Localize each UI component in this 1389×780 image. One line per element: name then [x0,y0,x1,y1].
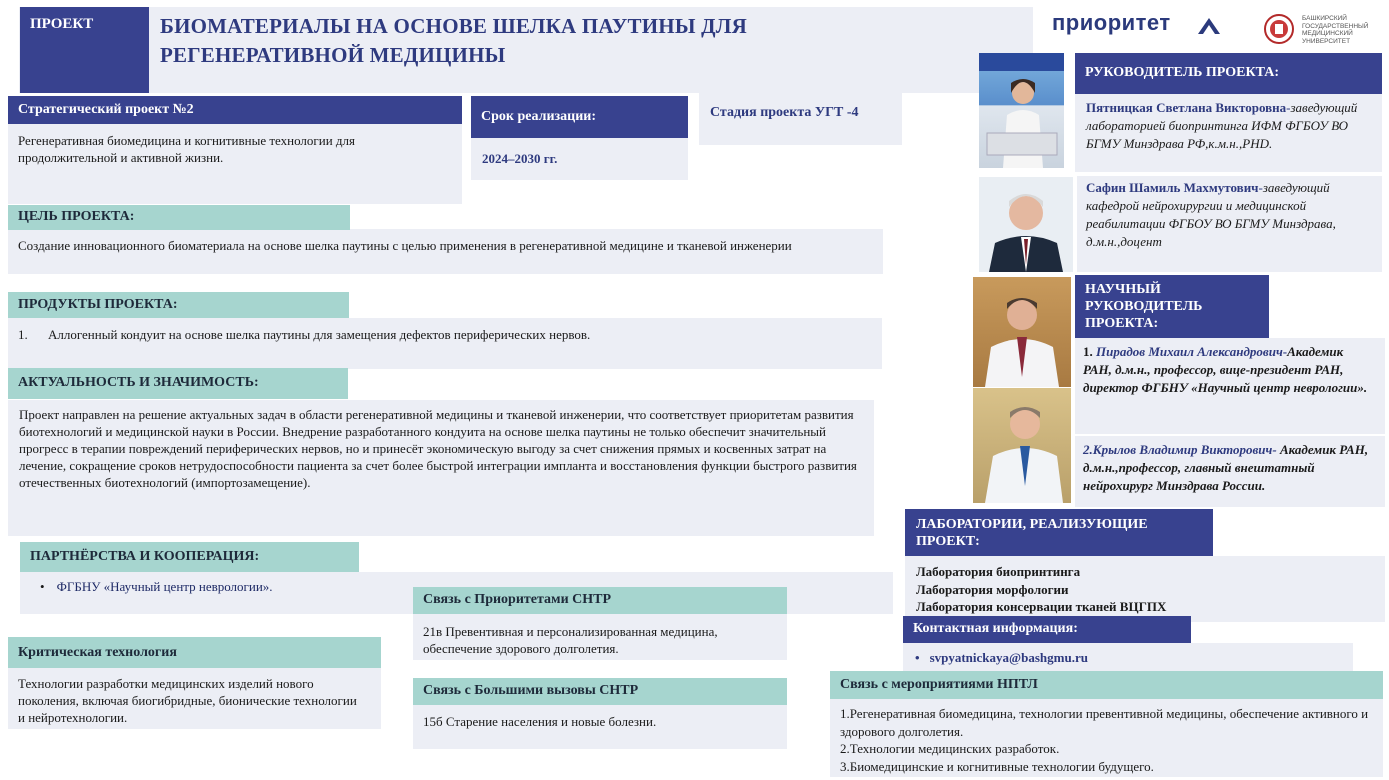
person-silhouette-icon [979,53,1064,168]
scientific-2-sep: - [1272,442,1280,457]
logo-bgmu-text: БАШКИРСКИЙ ГОСУДАРСТВЕННЫЙ МЕДИЦИНСКИЙ УНИВЕРСИТЕТ [1302,15,1369,45]
scientific-1-num: 1. [1083,344,1093,359]
lab-item: Лаборатория биопринтинга [916,564,1081,579]
products-item-num: 1. [18,327,28,342]
partnership-item [44,578,400,595]
nptl-list [840,705,1370,775]
logo-prioritet-text: приоритет [1052,10,1171,35]
lab-item: Лаборатория консервации тканей ВЦГПХ [916,599,1167,614]
leader-2-text [1086,179,1376,251]
stage-label: Стадия проекта УГТ -4 [710,105,859,120]
timeline-value: 2024–2030 гг. [482,151,558,166]
timeline-label: Срок реализации: [471,96,688,138]
bullet-icon: • [915,650,920,665]
goal-text: Создание инновационного биоматериала на основе шелка паутины с целью применения в регенеративной медицине и тканевой инженерии [18,238,792,253]
nptl-item: 2.Технологии медицинских разработок. [840,741,1060,756]
nptl-label: Связь с мероприятиями НПТЛ [830,671,1383,699]
labs-label: ЛАБОРАТОРИИ, РЕАЛИЗУЮЩИЕ ПРОЕКТ: [905,509,1213,556]
scientific-1-role: Академик РАН, д.м.н., профессор, вице-президент РАН, директор ФГБНУ «Научный центр неврологии». [1083,344,1368,395]
sntr-challenges-label: Связь с Большими вызовы СНТР [413,678,787,705]
scientific-label: НАУЧНЫЙ РУКОВОДИТЕЛЬ ПРОЕКТА: [1075,275,1269,338]
scientific-2-num: 2. [1083,442,1093,457]
strategic-text: Регенеративная биомедицина и когнитивные технологии для продолжительной и активной жизни. [18,133,355,165]
relevance-label: АКТУАЛЬНОСТЬ И ЗНАЧИМОСТЬ: [8,368,348,399]
person-silhouette-icon [979,177,1073,272]
partnership-label: ПАРТНЁРСТВА И КООПЕРАЦИЯ: [20,542,359,572]
person-silhouette-icon [973,388,1071,503]
leader-1-sep: - [1286,100,1291,115]
lab-item: Лаборатория морфологии [916,581,1069,597]
person-silhouette-icon [973,277,1071,387]
logo-prioritet [1052,10,1222,38]
partnership-list [20,572,410,601]
scientific-2-role: Академик РАН, д.м.н.,профессор, главный внештатный нейрохирург Минздрава России. [1083,442,1369,493]
scientific-2-text [1083,441,1373,495]
strategic-label: Стратегический проект №2 [8,96,462,124]
contact-line [915,650,1088,666]
scientific-2-name: Крылов Владимир Викторович [1092,442,1273,457]
prioritet-mark-icon [1198,16,1220,34]
page-title: БИОМАТЕРИАЛЫ НА ОСНОВЕ ШЕЛКА ПАУТИНЫ ДЛЯ РЕГЕНЕРАТИВНОЙ МЕДИЦИНЫ [160,14,747,67]
contact-label: Контактная информация: [903,616,1191,643]
sntr-challenges-text: 15б Старение населения и новые болезни. [423,714,657,729]
contact-email[interactable]: svpyatnickaya@bashgmu.ru [929,650,1088,665]
goal-label: ЦЕЛЬ ПРОЕКТА: [8,205,350,230]
scientific-1-sep: - [1282,344,1288,359]
leader-1-text [1086,99,1366,153]
leader-1-role: заведующий лабораторией биопринтинга ИФМ ФГБОУ ВО БГМУ Минздрава РФ,к.м.н.,PHD. [1086,100,1358,151]
leader-label: РУКОВОДИТЕЛЬ ПРОЕКТА: [1075,53,1382,94]
leader-1-name: Пятницкая Светлана Викторовна [1086,100,1287,115]
products-item-text: Аллогенный кондуит на основе шелка паутины для замещения дефектов периферических нервов. [48,327,591,342]
labs-list [916,563,1356,616]
scientific-2-photo [973,388,1071,503]
scientific-1-photo [973,277,1071,387]
sntr-priorities-label: Связь с Приоритетами СНТР [413,587,787,614]
leader-2-role: заведующий кафедрой нейрохирургии и медицинской реабилитации ФГБОУ ВО БГМУ Минздрава, д.м.н.,доцент [1086,180,1336,249]
products-item [8,320,868,349]
bgmu-emblem-icon [1264,14,1294,44]
project-tag: ПРОЕКТ [20,7,149,93]
logo-bgmu [1264,14,1384,46]
leader-2-sep: - [1258,180,1263,195]
critical-text: Технологии разработки медицинских изделий нового поколения, включая биогибридные, бионические технологии и нейротехнологии. [18,676,357,725]
nptl-item: 3.Биомедицинские и когнитивные технологии будущего. [840,758,1154,774]
sntr-priorities-text: 21в Превентивная и персонализированная медицина, обеспечение здорового долголетия. [423,624,718,656]
partnership-item-text: ФГБНУ «Научный центр неврологии». [56,579,273,594]
products-label: ПРОДУКТЫ ПРОЕКТА: [8,292,349,318]
relevance-text: Проект направлен на решение актуальных задач в области регенеративной медицины и тканевой инженерии, что соответствует приоритетам развития биотехнологий и медицинской науки в России. Внедрение разработанного кондуита на основе шелка паутины не только обеспечит значительный прогресс в терапии повреждений периферических нервов, но и принесёт экономическую выгоду за счет снижения прямых и косвенных затрат на лечение, сокращение сроков нетрудоспособности пациента за счет более быстрой интеграции импланта и восстановления функции быстрого развития отечественных биотехнологий (импортозамещение). [19,407,857,490]
leader-2-photo [979,177,1073,272]
nptl-item: 1.Регенеративная биомедицина, технологии превентивной медицины, обеспечение активного и здорового долголетия. [840,706,1369,739]
scientific-1-text [1083,343,1373,397]
critical-label: Критическая технология [8,637,381,668]
scientific-1-name: Пирадов Михаил Александрович [1096,344,1283,359]
leader-2-name: Сафин Шамиль Махмутович [1086,180,1259,195]
leader-1-photo [979,53,1064,168]
